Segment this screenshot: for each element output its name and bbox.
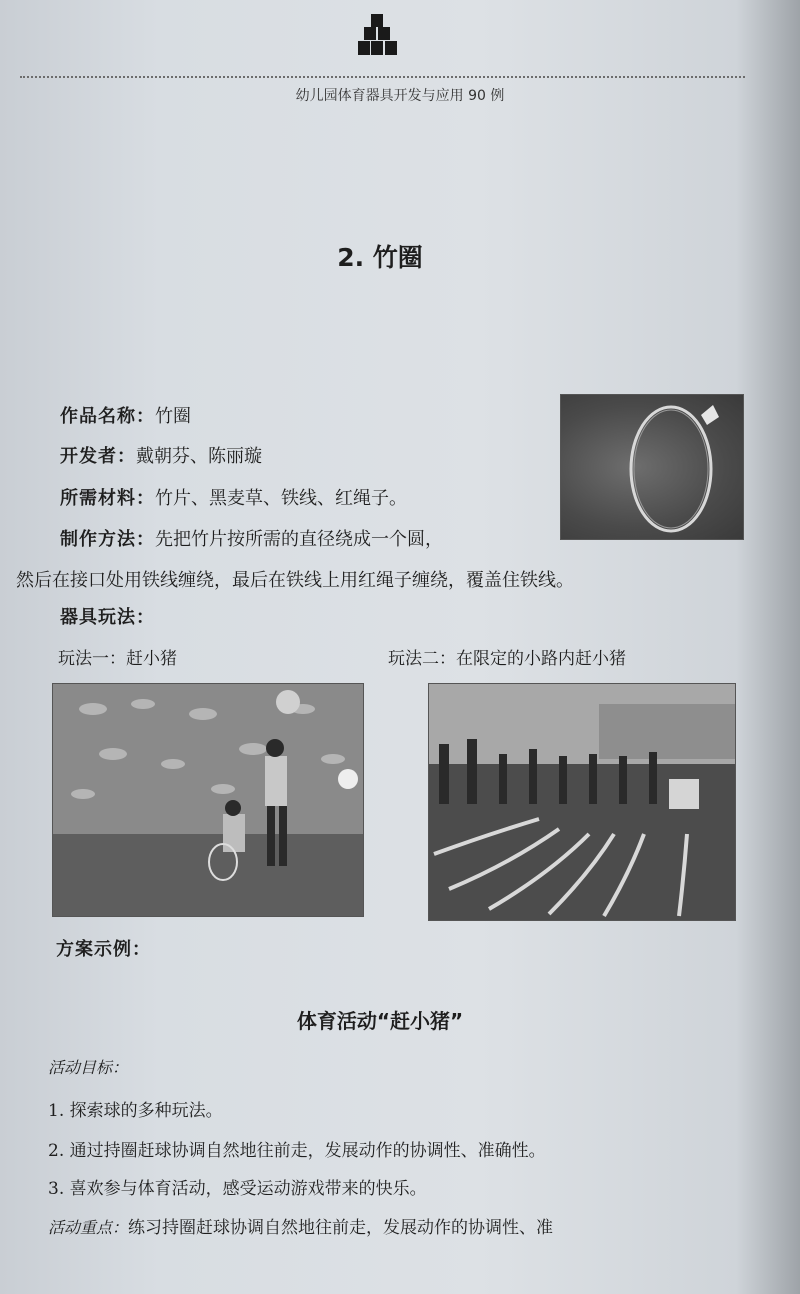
info-method bbox=[60, 525, 443, 551]
play-one-scene bbox=[53, 684, 363, 916]
name-value: 竹圈 bbox=[155, 406, 191, 427]
play-heading: 器具玩法： bbox=[60, 607, 155, 628]
activity-title: 体育活动“赶小猪” bbox=[296, 1009, 464, 1033]
plan-label bbox=[56, 935, 151, 961]
plan-heading: 方案示例： bbox=[56, 939, 151, 960]
method-continuation: 然后在接口处用铁线缠绕，最后在铁线上用红绳子缠绕，覆盖住铁线。 bbox=[16, 570, 574, 591]
play-two-scene bbox=[429, 684, 735, 920]
focus-label: 活动重点： bbox=[48, 1218, 129, 1237]
method-label: 制作方法： bbox=[60, 529, 155, 550]
goal-item: 1. 探索球的多种玩法。 bbox=[48, 1101, 223, 1121]
play-two-photo bbox=[428, 683, 736, 921]
play-one-photo bbox=[52, 683, 364, 917]
running-header: 幼儿园体育器具开发与应用 90 例 bbox=[295, 88, 505, 104]
info-developer bbox=[60, 442, 262, 468]
goal-heading: 活动目标： bbox=[48, 1058, 129, 1077]
hoop-drawing bbox=[561, 395, 743, 539]
goal-item: 3. 喜欢参与体育活动，感受运动游戏带来的快乐。 bbox=[48, 1179, 427, 1199]
info-name bbox=[60, 402, 191, 428]
caption-play-one: 玩法一：赶小猪 bbox=[58, 649, 177, 669]
info-materials bbox=[60, 484, 407, 510]
bamboo-hoop-photo bbox=[560, 394, 744, 540]
play-label bbox=[60, 603, 155, 629]
developer-value: 戴朝芬、陈丽璇 bbox=[136, 446, 262, 467]
header-divider bbox=[20, 76, 745, 78]
name-label: 作品名称： bbox=[60, 406, 155, 427]
focus-text: 练习持圈赶球协调自然地往前走，发展动作的协调性、准 bbox=[128, 1218, 554, 1238]
page-title: 2. 竹圈 bbox=[337, 243, 423, 272]
materials-label: 所需材料： bbox=[60, 488, 155, 509]
developer-label: 开发者： bbox=[60, 446, 136, 467]
method-value: 先把竹片按所需的直径绕成一个圆， bbox=[155, 529, 443, 550]
focus-line bbox=[48, 1213, 553, 1238]
caption-play-two: 玩法二：在限定的小路内赶小猪 bbox=[388, 649, 626, 669]
goal-item: 2. 通过持圈赶球协调自然地往前走，发展动作的协调性、准确性。 bbox=[48, 1141, 546, 1161]
publisher-logo-icon bbox=[358, 14, 398, 58]
materials-value: 竹片、黑麦草、铁线、红绳子。 bbox=[155, 488, 407, 509]
